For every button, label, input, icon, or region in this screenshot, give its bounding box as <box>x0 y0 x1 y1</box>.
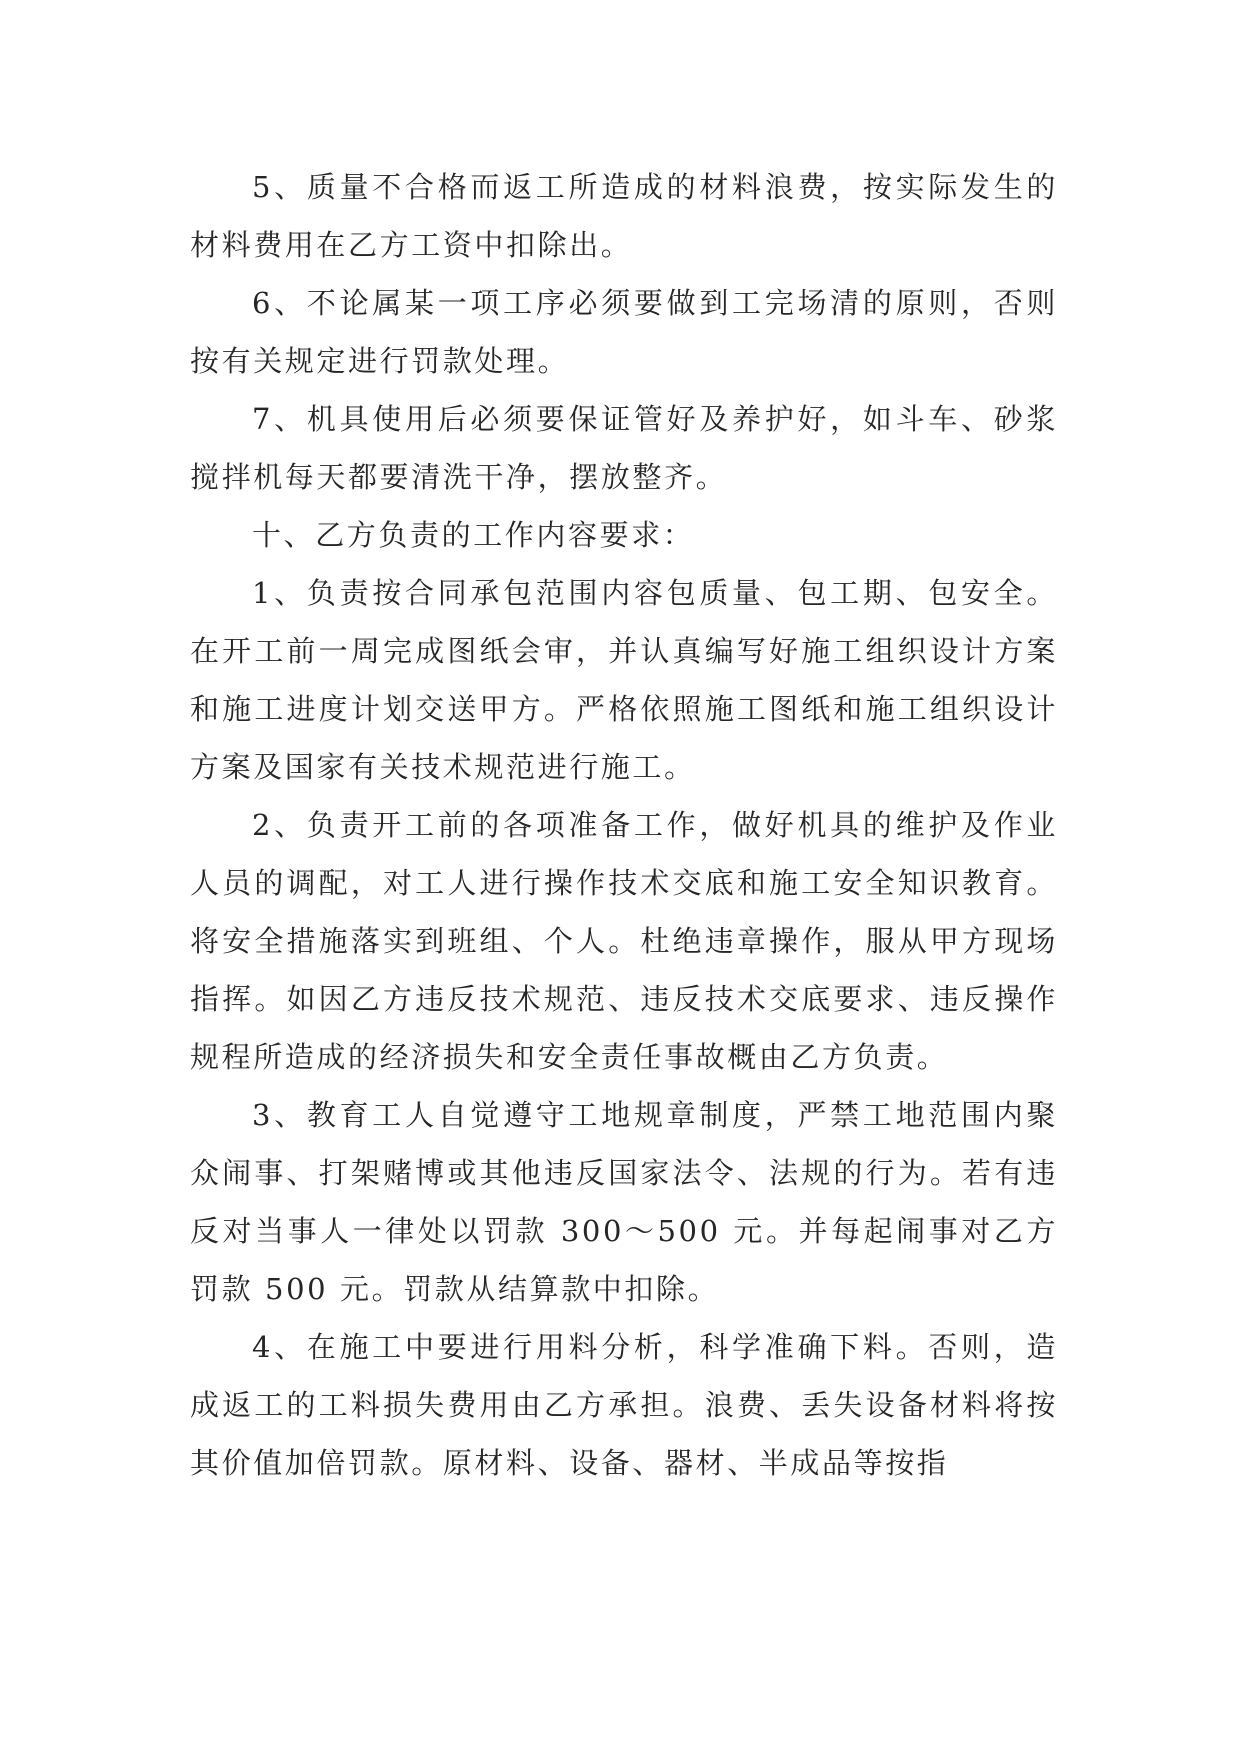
paragraph-item-5: 5、质量不合格而返工所造成的材料浪费，按实际发生的材料费用在乙方工资中扣除出。 <box>190 170 1058 262</box>
document-body <box>190 158 1058 1492</box>
section-heading-10: 十、乙方负责的工作内容要求： <box>252 518 695 552</box>
paragraph-requirement-1: 1、负责按合同承包范围内容包质量、包工期、包安全。在开工前一周完成图纸会审，并认真编写好施工组织设计方案和施工进度计划交送甲方。严格依照施工图纸和施工组织设计方案及国家有关技术规范进行施工。 <box>190 576 1058 784</box>
paragraph-requirement-3: 3、教育工人自觉遵守工地规章制度，严禁工地范围内聚众闹事、打架赌博或其他违反国家法令、法规的行为。若有违反对当事人一律处以罚款 300～500 元。并每起闹事对乙方罚款 500 元。罚款从结算款中扣除。 <box>190 1098 1058 1306</box>
paragraph-item-7: 7、机具使用后必须要保证管好及养护好，如斗车、砂浆搅拌机每天都要清洗干净，摆放整齐。 <box>190 402 1058 494</box>
paragraph-requirement-2: 2、负责开工前的各项准备工作，做好机具的维护及作业人员的调配，对工人进行操作技术交底和施工安全知识教育。将安全措施落实到班组、个人。杜绝违章操作，服从甲方现场指挥。如因乙方违反技术规范、违反技术交底要求、违反操作规程所造成的经济损失和安全责任事故概由乙方负责。 <box>190 808 1058 1074</box>
paragraph-requirement-4: 4、在施工中要进行用料分析，科学准确下料。否则，造成返工的工料损失费用由乙方承担。浪费、丢失设备材料将按其价值加倍罚款。原材料、设备、器材、半成品等按指 <box>190 1330 1058 1480</box>
paragraph-item-6: 6、不论属某一项工序必须要做到工完场清的原则，否则按有关规定进行罚款处理。 <box>190 286 1058 378</box>
